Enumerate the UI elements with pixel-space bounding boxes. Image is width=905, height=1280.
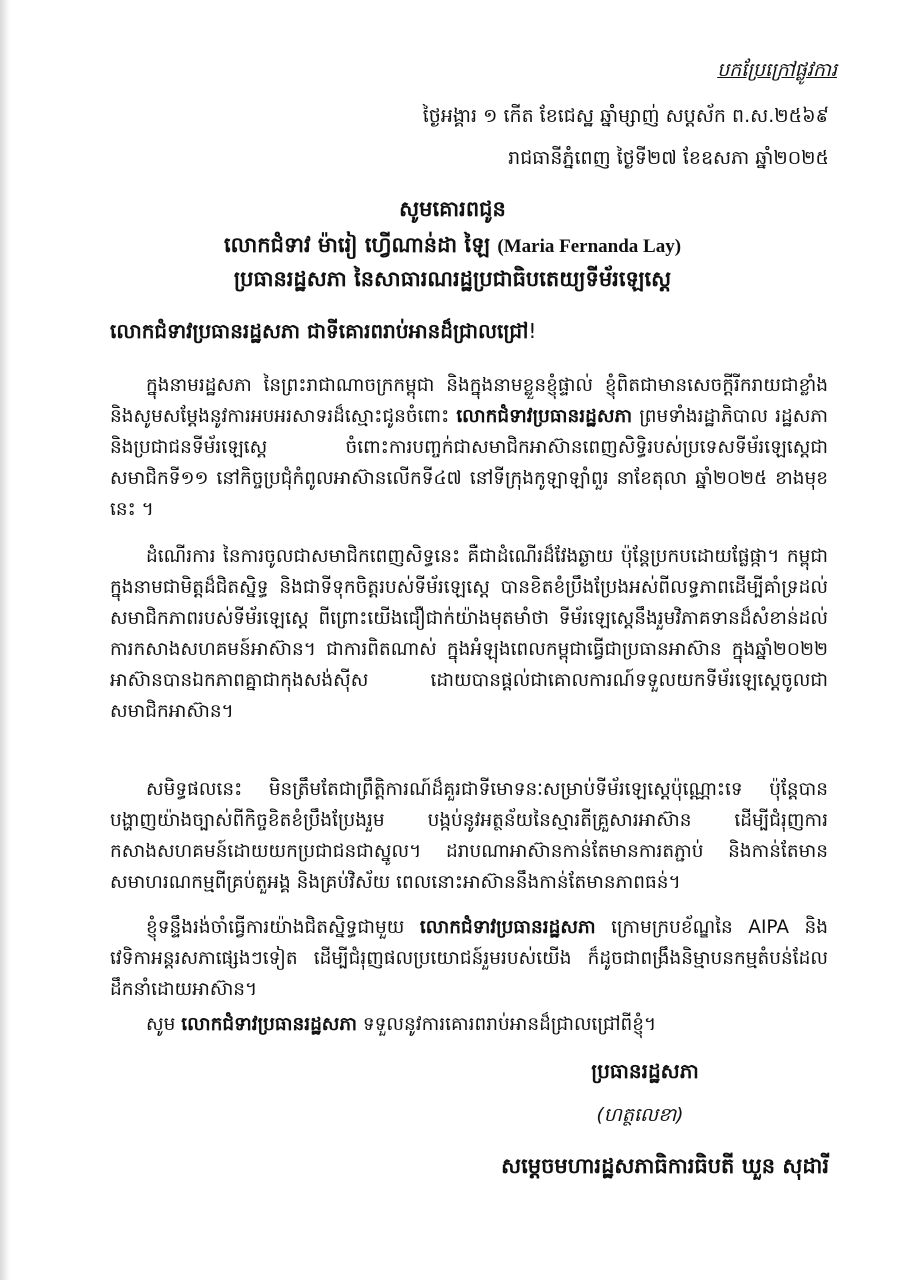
salutation-text: លោកជំទាវប្រធានរដ្ឋសភា ជាទីគោរពរាប់អានដ៏ជ្រាលជ្រៅ	[110, 319, 529, 343]
closing-sentence	[110, 1009, 828, 1040]
signatory-name: សម្តេចមហារដ្ឋសភាធិការធិបតី ឃួន សុដារី	[501, 1154, 829, 1178]
body-paragraph-1	[110, 370, 828, 525]
place-and-date: រាជធានីភ្នំពេញ ថ្ងៃទី២៧ ខែឧសភា ឆ្នាំ២០២៥	[508, 147, 829, 169]
lunar-date: ថ្ងៃអង្គារ ១ កើត ខែជេស្ឋ ឆ្នាំម្សាញ់ សប្តស័ក ព.ស.២៥៦៩	[422, 105, 829, 127]
closing-honorific: លោកជំទាវប្រធានរដ្ឋសភា	[181, 1014, 358, 1035]
p1-text-c: ព្រមទាំងរដ្ឋាភិបាល រដ្ឋសភា និងប្រជាជនទីម័រឡេស្តេ ចំពោះការបញ្ចក់ជាសមាជិកអាស៊ានពេញសិទ្ធិរបស់ប្រទេសទីម័រឡេស្តេជាសមាជិកទី១១ នៅកិច្ចប្រជុំកំពូលអាស៊ានលើកទី៤៧ នៅទីក្រុងកូឡាឡាំពួរ នាខែតុលា ឆ្នាំ២០២៥ ខាងមុខនេះ ។	[110, 406, 828, 520]
signatory-title: ប្រធានរដ្ឋសភា	[591, 1059, 699, 1083]
body-paragraph-2: ដំណើរការ នៃការចូលជាសមាជិកពេញសិទ្ធនេះ គឺជាដំណើរដ៏វែងឆ្ងាយ ប៉ុន្តែប្រកបដោយផ្លែផ្កា។ កម្ពុជាក្នុងនាមជាមិត្តដ៏ជិតស្និទ្ធ និងជាទីទុកចិត្តរបស់ទីម័រឡេស្តេ បានខិតខំប្រឹងប្រែងអស់ពីលទ្ធភាពដើម្បីគាំទ្រដល់សមាជិកភាពរបស់ទីម័រឡេស្តេ ពីព្រោះយើងជឿជាក់យ៉ាងមុតមាំថា ទីម័រឡេស្តេនឹងរួមវិភាគទានដ៏សំខាន់ដល់ការកសាងសហគមន៍អាស៊ាន។ ជាការពិតណាស់ ក្នុងអំឡុងពេលកម្ពុជាធ្វើជាប្រធានអាស៊ាន ក្នុងឆ្នាំ២០២២ អាស៊ានបានឯកភាពគ្នាជាកុងសង់ស៊ីស ដោយបានផ្តល់ជាគោលការណ៍ទទួលយកទីម័រឡេស្តេចូលជាសមាជិកអាស៊ាន។	[110, 546, 828, 722]
p1-text-a: ក្នុងនាមរដ្ឋសភា នៃព្រះរាជាណាចក្រកម្ពុជា និងក្នុងនាមខ្លួនខ្ញុំផ្ទាល់ ខ្ញុំពិតជាមានសេចក្តីរីករាយជាខ្លាំង និងសូមសម្តែងនូវការអបអរសាទរដ៏ស្មោះជូនចំពោះ	[110, 375, 828, 427]
addressee-title: ប្រធានរដ្ឋសភា នៃសាធារណរដ្ឋប្រជាធិបតេយ្យទីម័រឡេស្តេ	[233, 267, 672, 291]
closing-text-a: សូម	[146, 1014, 182, 1035]
p4-text-a: ខ្ញុំទន្ទឹងរង់ចាំធ្វើការយ៉ាងជិតស្និទ្ធជាមួយ	[146, 917, 420, 938]
closing-text-c: ទទួលនូវការគោរពរាប់អានដ៏ជ្រាលជ្រៅពីខ្ញុំ។	[357, 1014, 657, 1035]
signed-note: (ហត្ថលេខា)	[596, 1104, 684, 1126]
page-edge-shadow	[0, 0, 10, 1280]
addressee-name	[0, 232, 905, 263]
unofficial-translation-label: បកប្រែក្រៅផ្លូវការ	[717, 59, 837, 81]
p4-honorific: លោកជំទាវប្រធានរដ្ឋសភា	[419, 917, 596, 938]
p4-text-c: ក្រោមក្របខ័ណ្ឌនៃ AIPA និងវេទិកាអន្តរសភាផ្សេងៗទៀត ដើម្បីជំរុញផលប្រយោជន៍រួមរបស់យើង ក៏ដូចជាពង្រឹងនិម្មាបនកម្មតំបន់ដែលដឹកនាំដោយអាស៊ាន។	[110, 917, 829, 1000]
body-paragraph-3: សមិទ្ធផលនេះ មិនត្រឹមតែជាព្រឹត្តិការណ៍ដ៏គួរជាទីមោទនៈសម្រាប់ទីម័រឡេស្តេប៉ុណ្ណោះទេ ប៉ុន្តែបានបង្ហាញយ៉ាងច្បាស់ពីកិច្ចខិតខំប្រឹងប្រែងរួម បង្កប់នូវអត្ថន័យនៃស្មារតីគ្រួសារអាស៊ាន ដើម្បីជំរុញការកសាងសហគមន៍ដោយយកប្រជាជនជាស្នូល។ ដរាបណាអាស៊ានកាន់តែមានការតភ្ជាប់ និងកាន់តែមានសមាហរណកម្មពីគ្រប់តួអង្គ និងគ្រប់វិស័យ ពេលនោះអាស៊ាននឹងកាន់តែមានភាពធន់។	[110, 779, 828, 893]
salutation	[110, 318, 536, 348]
addressee-greeting: សូមគោរពជូន	[399, 197, 506, 221]
salutation-exclamation: !	[528, 319, 537, 343]
body-paragraph-4	[110, 912, 828, 1005]
addressee-name-khmer: លោកជំទាវ ម៉ារៀ ហ្វើណាន់ដា ឡៃ	[223, 233, 491, 257]
addressee-name-latin: (Maria Fernanda Lay)	[497, 236, 682, 257]
p1-honorific: លោកជំទាវប្រធានរដ្ឋសភា	[456, 406, 633, 427]
